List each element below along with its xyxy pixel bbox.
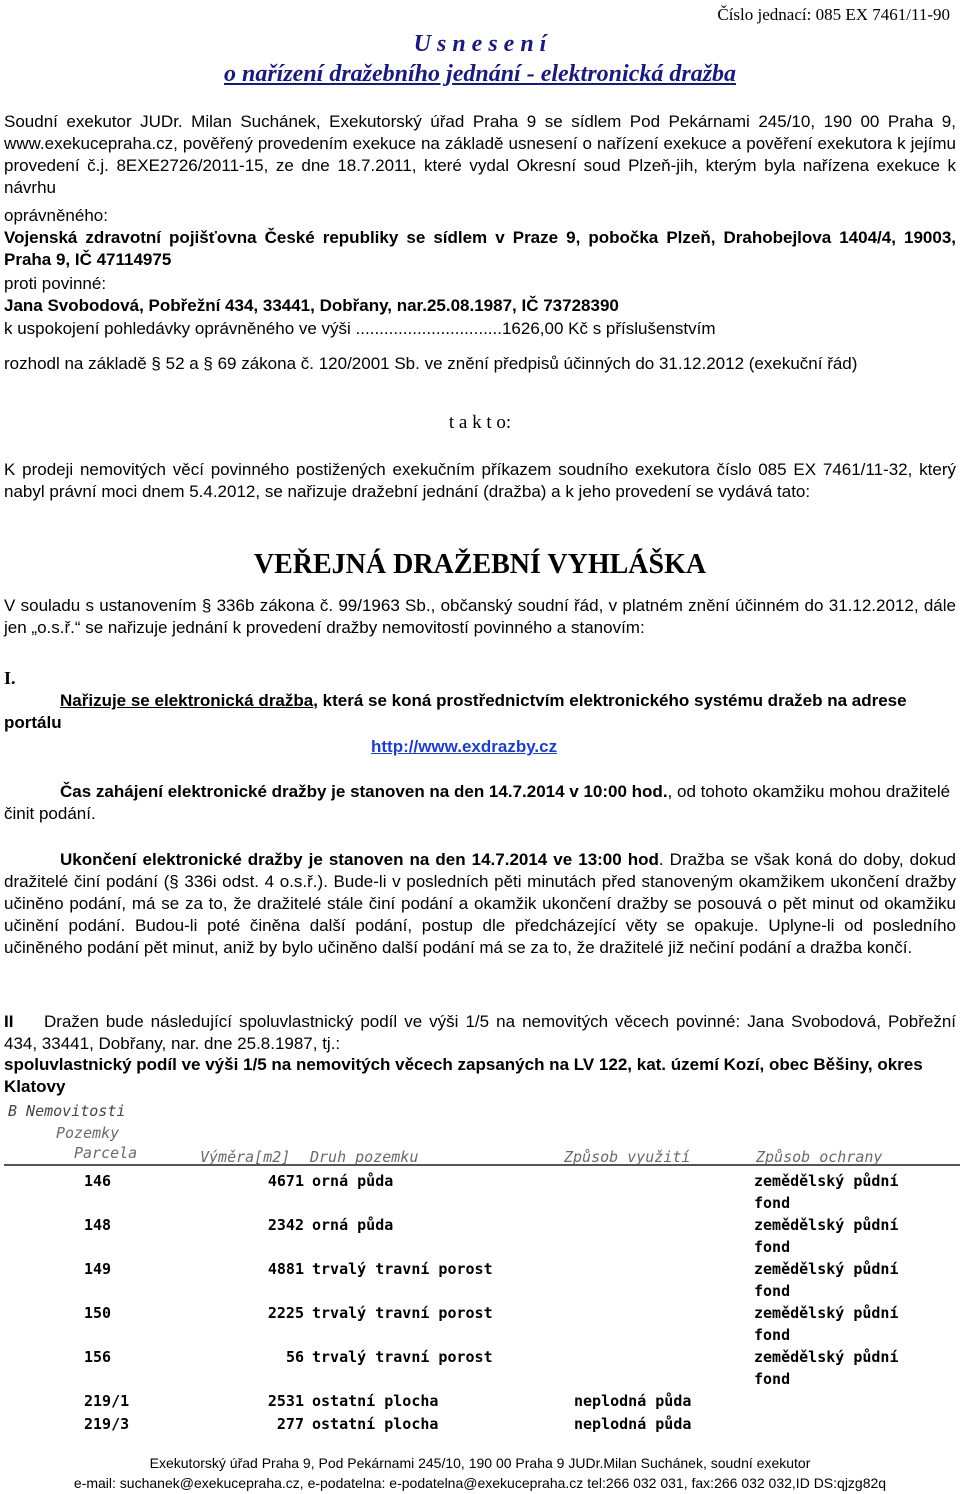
cell-parcel: 148: [84, 1216, 112, 1234]
share-description: spoluvlastnický podíl ve výši 1/5 na nemovitých věcech zapsaných na LV 122, kat. území Kozí, obec Běšiny, okres Klatovy: [4, 1055, 923, 1096]
auction-start-rest: , od tohoto okamžiku mohou dražitelé činit podání.: [4, 782, 951, 823]
cell-kind: ostatní plocha: [312, 1392, 439, 1410]
cell-area: 56: [285, 1348, 304, 1366]
cell-area: 4671: [267, 1172, 304, 1190]
nemovitosti-label: B Nemovitosti: [8, 1102, 126, 1120]
auction-ordered-underlined: Nařizuje se elektronická dražba: [60, 691, 314, 710]
cell-area: 277: [276, 1415, 304, 1433]
section-1-numeral: I.: [4, 668, 16, 688]
cell-protection: zemědělský půdní fond: [754, 1260, 899, 1300]
portal-link[interactable]: http://www.exdrazby.cz: [371, 737, 558, 756]
auction-start-time: Čas zahájení elektronické dražby je stanoven na den 14.7.2014 v 10:00 hod.: [60, 782, 668, 801]
cell-kind: trvalý travní porost: [312, 1348, 493, 1366]
header-kind: Druh pozemku: [310, 1148, 419, 1166]
section-1-auction-statement: [4, 690, 956, 734]
cell-parcel: 156: [84, 1348, 112, 1366]
cell-kind: orná půda: [312, 1216, 394, 1234]
cell-protection: zemědělský půdní fond: [754, 1216, 899, 1256]
debtor: Jana Svobodová, Pobřežní 434, 33441, Dobřany, nar.25.08.1987, IČ 73728390: [4, 296, 619, 315]
header-protection: Způsob ochrany: [756, 1148, 883, 1166]
cell-protection: zemědělský půdní fond: [754, 1304, 899, 1344]
cell-kind: trvalý travní porost: [312, 1260, 493, 1278]
auction-start: [4, 781, 956, 825]
cell-area: 4881: [267, 1260, 304, 1278]
cell-kind: trvalý travní porost: [312, 1304, 493, 1322]
case-number: Číslo jednací: 085 EX 7461/11-90: [717, 5, 950, 24]
footer-address: Exekutorský úřad Praha 9, Pod Pekárnami 245/10, 190 00 Praha 9 JUDr.Milan Suchánek, soudní exekutor: [149, 1455, 811, 1471]
cell-parcel: 219/1: [84, 1392, 130, 1410]
document-title: U s n e s e n í: [413, 31, 547, 57]
creditor: Vojenská zdravotní pojišťovna České republiky se sídlem v Praze 9, pobočka Plzeň, Drahobejlova 1404/4, 19003, Praha 9, IČ 47114975: [4, 228, 956, 269]
header-use: Způsob využití: [564, 1148, 691, 1166]
section-2-numeral: II: [4, 1012, 14, 1031]
footer-contacts: e-mail: suchanek@exekucepraha.cz, e-podatelna: e-podatelna@exekucepraha.cz tel:266 032 031, fax:266 032 032,ID DS:qjzg82q: [73, 1475, 887, 1491]
table-row: [4, 1302, 960, 1346]
table-row: [4, 1170, 960, 1214]
section-2: [4, 1011, 956, 1055]
cell-area: 2531: [267, 1392, 304, 1410]
table-row: [4, 1390, 960, 1412]
table-header-rule: [4, 1164, 960, 1166]
intro-paragraph: Soudní exekutor JUDr. Milan Suchánek, Exekutorský úřad Praha 9 se sídlem Pod Pekárnami 245/10, 190 00 Praha 9, www.exekucepraha.cz, pověřený provedením exekuce na základě usnesení o nařízení exekuce a pověření exekutora k jejímu provedení č.j. 8EXE2726/2011-15, ze dne 18.7.2011, které vydal Okresní soud Plzeň-jih, kterým byla nařízena exekuce k návrhu: [4, 112, 956, 197]
table-row: [4, 1258, 960, 1302]
cell-parcel: 146: [84, 1172, 112, 1190]
takto-heading: t a k t o:: [448, 412, 512, 433]
debtor-label: proti povinné:: [4, 274, 107, 293]
claim-line: k uspokojení pohledávky oprávněného ve výši ...............................1626,00 Kč s příslušenstvím: [4, 319, 716, 338]
cell-use: neplodná půda: [574, 1392, 692, 1410]
auction-end-time: Ukončení elektronické dražby je stanoven na den 14.7.2014 ve 13:00 hod: [60, 850, 659, 869]
table-row: [4, 1346, 960, 1390]
document-subtitle: o nařízení dražebního jednání - elektronická dražba: [223, 61, 737, 87]
pozemky-label: Pozemky: [56, 1124, 120, 1142]
cell-parcel: 150: [84, 1304, 112, 1322]
cell-area: 2342: [267, 1216, 304, 1234]
table-row: [4, 1214, 960, 1258]
cell-protection: zemědělský půdní fond: [754, 1348, 899, 1388]
cell-area: 2225: [267, 1304, 304, 1322]
cell-kind: ostatní plocha: [312, 1415, 439, 1433]
section-2-text: Dražen bude následující spoluvlastnický podíl ve výši 1/5 na nemovitých věcech povinné: Jana Svobodová, Pobřežní 434, 33441, Dobřany, nar. dne 25.8.1987, tj.:: [4, 1012, 956, 1053]
header-area: Výměra[m2]: [200, 1148, 291, 1166]
cell-parcel: 219/3: [84, 1415, 130, 1433]
cell-parcel: 149: [84, 1260, 112, 1278]
auction-end: [4, 849, 956, 959]
auction-end-rest: . Dražba se však koná do doby, dokud dražitelé činí podání (§ 336i odst. 4 o.s.ř.). Bude-li v posledních pěti minutách před stanoveným okamžikem ukončení dražby učiněno podání, má se za to, že dražitelé stále činí podání a okamžik ukončení dražby se posouvá o pět minut od okamžiku učinění podání. Budou-li poté činěna další podání, postup dle předcházející věty se opakuje. Uplyne-li od posledního učiněného podání pět minut, aniž by bylo učiněno další podání má se za to, že dražitelé již nečiní podání a dražba končí.: [4, 850, 956, 957]
property-table: [4, 1100, 960, 1440]
notice-paragraph: V souladu s ustanovením § 336b zákona č. 99/1963 Sb., občanský soudní řád, v platném znění účinném do 31.12.2012, dále jen „o.s.ř.“ se nařizuje jednání k provedení dražby nemovitostí povinného a stanovím:: [4, 596, 956, 637]
cell-use: neplodná půda: [574, 1415, 692, 1433]
cell-kind: orná půda: [312, 1172, 394, 1190]
cell-protection: zemědělský půdní fond: [754, 1172, 899, 1212]
table-row: [4, 1413, 960, 1435]
legal-basis: rozhodl na základě § 52 a § 69 zákona č. 120/2001 Sb. ve znění předpisů účinných do 31.12.2012 (exekuční řád): [4, 354, 858, 373]
auction-ordered-rest: , která se koná prostřednictvím elektronického systému dražeb na adrese portálu: [4, 691, 907, 732]
creditor-label: oprávněného:: [4, 206, 108, 225]
header-parcel: Parcela: [74, 1144, 138, 1162]
public-notice-heading: VEŘEJNÁ DRAŽEBNÍ VYHLÁŠKA: [253, 549, 707, 580]
order-paragraph: K prodeji nemovitých věcí povinného postižených exekučním příkazem soudního exekutora číslo 085 EX 7461/11-32, který nabyl právní moci dnem 5.4.2012, se nařizuje dražební jednání (dražba) a k jeho provedení se vydává tato:: [4, 460, 956, 501]
